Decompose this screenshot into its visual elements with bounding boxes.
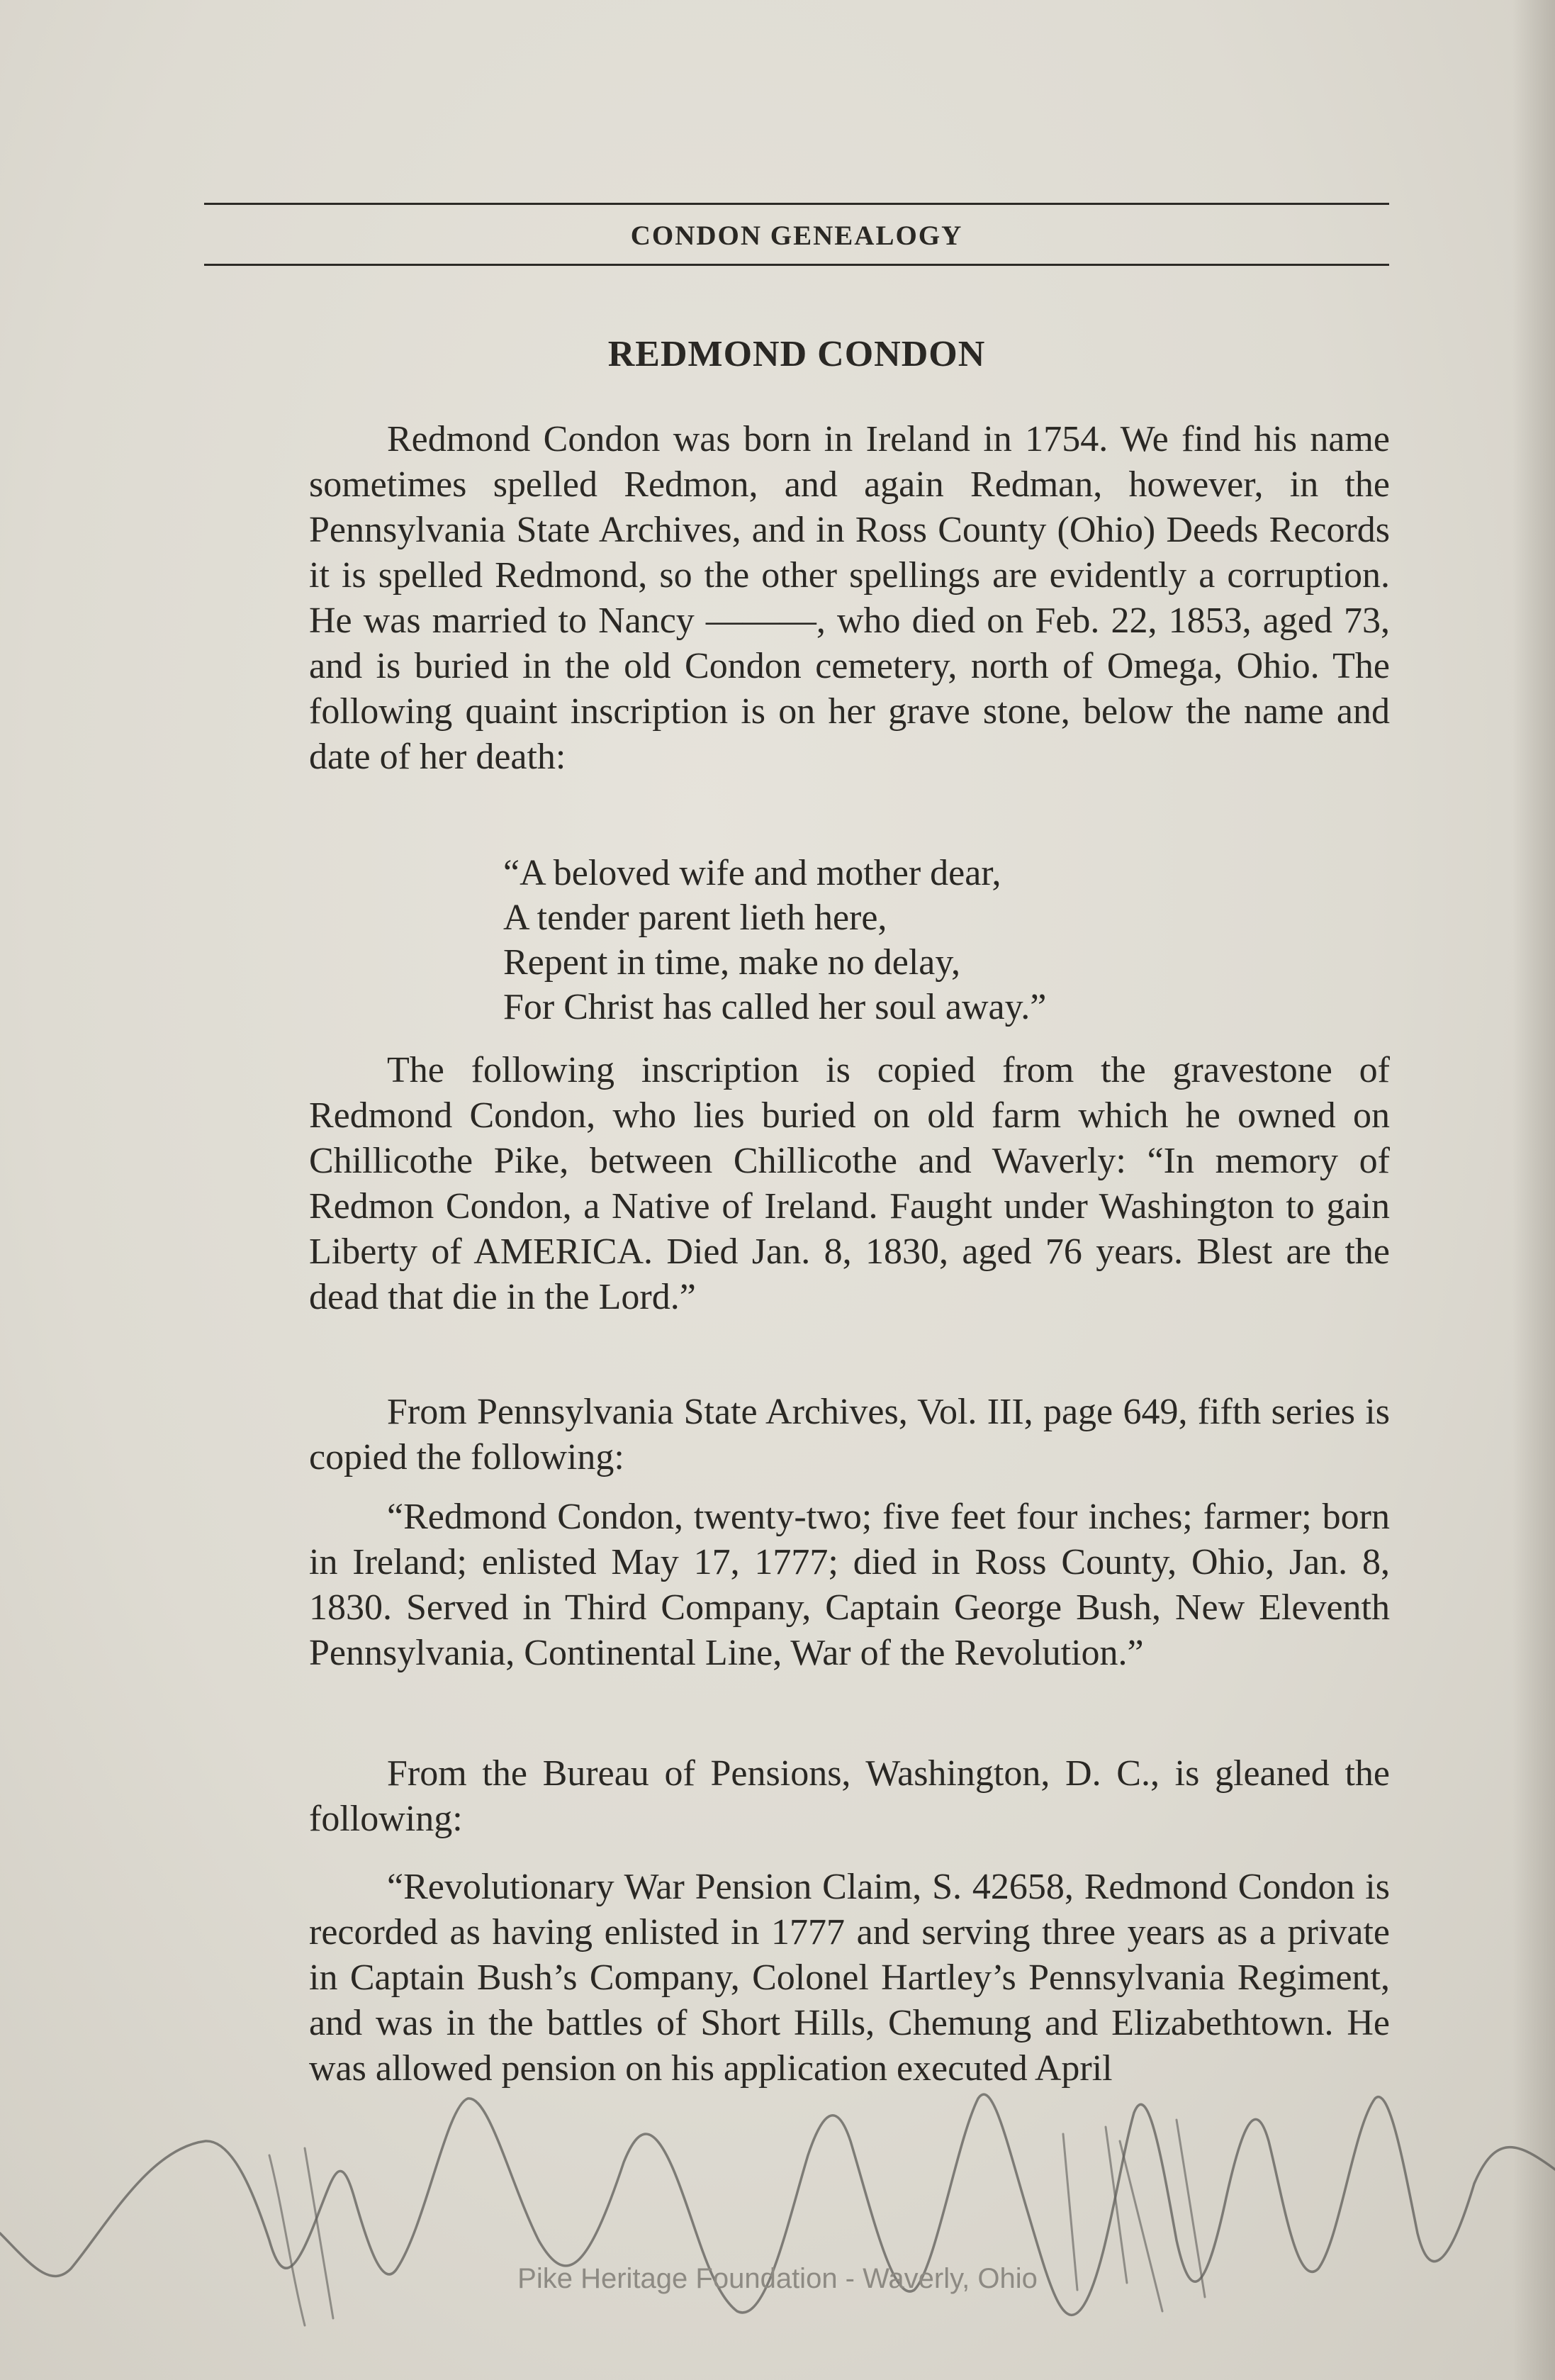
paragraph-3-block (309, 1390, 1390, 1480)
poem-line: A tender parent lieth here, (503, 898, 887, 938)
page-edge-shadow (1512, 0, 1555, 2380)
paragraph-3: From Pennsylvania State Archives, Vol. III, page 649, fifth series is copied the following: (309, 1392, 1390, 1477)
paragraph-2: The following inscription is copied from the gravestone of Redmond Condon, who lies buried on old farm which he owned on Chillicothe Pike, between Chillicothe and Waverly: “In memory of Redmon Condon, a Native of Ireland. Faught under Washington to gain Liberty of AMERICA. Died Jan. 8, 1830, aged 76 years. Blest are the dead that die in the Lord.” (309, 1050, 1390, 1317)
paragraph-4-block (309, 1495, 1390, 1676)
poem-line: Repent in time, make no delay, (503, 942, 960, 983)
watermark: Pike Heritage Foundation - Waverly, Ohio (517, 2263, 1038, 2294)
pencil-scribble (0, 2056, 1555, 2380)
paragraph-6: “Revolutionary War Pension Claim, S. 42658, Redmond Condon is recorded as having enlisted in 1777 and serving three years as a private in Captain Bush’s Company, Colonel Hartley’s Pennsylvania Regiment, and was in the battles of Short Hills, Chemung and Elizabethtown. He was allowed pension on his application executed April (309, 1867, 1390, 2089)
running-head: CONDON GENEALOGY (630, 220, 963, 251)
paragraph-5-block (309, 1751, 1390, 1842)
poem-inscription (503, 851, 1046, 1029)
article-title: REDMOND CONDON (607, 334, 986, 374)
poem-line: “A beloved wife and mother dear, (503, 853, 1001, 893)
paragraph-5: From the Bureau of Pensions, Washington, D. C., is gleaned the following: (309, 1753, 1390, 1839)
header-bottom-rule (204, 264, 1389, 266)
header-top-rule (204, 203, 1389, 205)
poem-line: For Christ has called her soul away.” (503, 987, 1047, 1027)
paragraph-1-block (309, 417, 1390, 780)
paragraph-2-block (309, 1048, 1390, 1320)
paragraph-4: “Redmond Condon, twenty-two; five feet four inches; farmer; born in Ireland; enlisted May 17, 1777; died in Ross County, Ohio, Jan. 8, 1830. Served in Third Company, Captain George Bush, New Eleventh Pennsylvania, Continental Line, War of the Revolution.” (309, 1497, 1390, 1673)
paragraph-1: Redmond Condon was born in Ireland in 1754. We find his name sometimes spelled Redmon, and again Redman, however, in the Pennsylvania State Archives, and in Ross County (Ohio) Deeds Records it is spelled Redmond, so the other spellings are evidently a corruption. He was married to Nancy ———, who died on Feb. 22, 1853, aged 73, and is buried in the old Condon cemetery, north of Omega, Ohio. The following quaint inscription is on her grave stone, below the name and date of her death: (309, 419, 1390, 777)
